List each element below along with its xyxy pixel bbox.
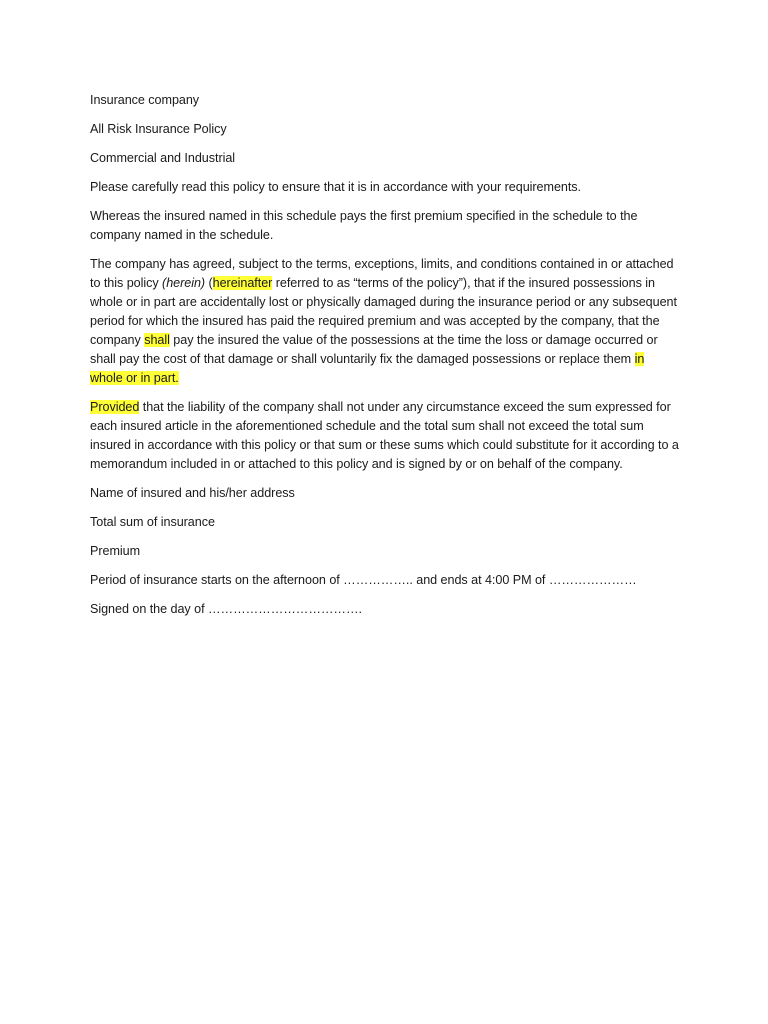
policy-category: Commercial and Industrial — [90, 151, 236, 165]
agreement-text-3: referred to as “terms of the policy”), that if the insured possessions in whole or in part are accidentally lost or physically damaged during the insurance period or any subsequent period for which the insured has paid the required premium and was accepted by the company, that the company — [90, 276, 677, 347]
premium-field: Premium — [90, 544, 141, 558]
period-field: Period of insurance starts on the afternoon of …………….. and ends at 4:00 PM of ………………… — [90, 573, 637, 587]
policy-title: All Risk Insurance Policy — [90, 122, 227, 136]
whereas-paragraph: Whereas the insured named in this schedule pays the first premium specified in the schedule to the company named in the schedule. — [90, 209, 638, 242]
highlight-hereinafter: hereinafter — [212, 276, 273, 290]
provided-text: that the liability of the company shall not under any circumstance exceed the sum expressed for each insured article in the aforementioned schedule and the total sum shall not exceed the total sum insured in accordance with this policy or that sum or these sums which could substitute for it according to a memorandum included in or attached to this policy and is signed by or on behalf of the company. — [90, 400, 679, 471]
agreement-paragraph — [90, 255, 680, 388]
read-notice: Please carefully read this policy to ensure that it is in accordance with your requirements. — [90, 180, 581, 194]
signed-field: Signed on the day of ………………………………. — [90, 602, 362, 616]
highlight-provided: Provided — [90, 400, 140, 414]
herein-term: (herein) — [162, 276, 206, 290]
total-sum-field: Total sum of insurance — [90, 515, 215, 529]
provided-paragraph — [90, 398, 680, 474]
agreement-text-4: pay the insured the value of the possessions at the time the loss or damage occurred or shall pay the cost of that damage or shall voluntarily fix the damaged possessions or replace them — [90, 333, 658, 366]
agreement-text-1: The company has agreed, subject to the terms, exceptions, limits, and conditions contained in or attached to this policy — [90, 257, 674, 290]
agreement-text-2: ( — [205, 276, 213, 290]
highlight-whole-or-part: in whole or in part. — [90, 352, 645, 385]
highlight-shall: shall — [144, 333, 170, 347]
insured-name-field: Name of insured and his/her address — [90, 486, 295, 500]
company-heading: Insurance company — [90, 93, 200, 107]
